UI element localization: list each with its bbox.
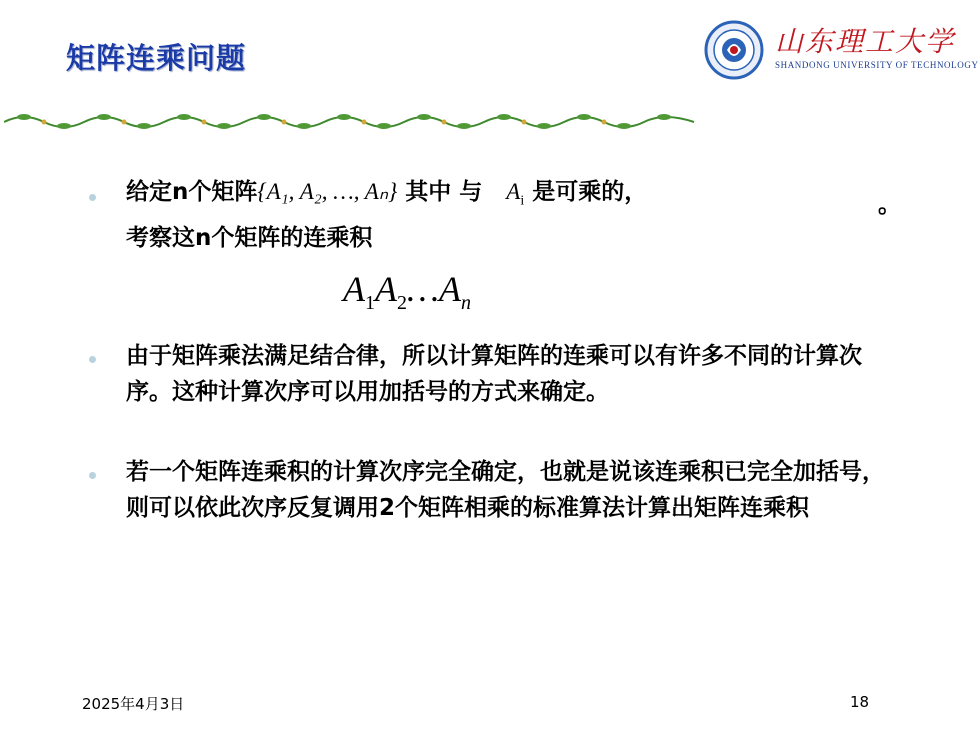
slide-title: 矩阵连乘问题 [66, 41, 247, 75]
university-logo [703, 20, 979, 80]
bullet-point [89, 194, 96, 201]
university-english-name: SHANDONG UNIVERSITY OF TECHNOLOGY [775, 60, 979, 70]
university-name: 山东理工大学 [775, 25, 956, 58]
page-number: 18 [850, 693, 870, 711]
paragraph-1-text-d: 是可乘的， [532, 179, 648, 205]
matrix-set-formula: {A₁, A₂, …, Aₙ} [257, 179, 398, 204]
matrix-a-i-formula: $A_i$ [506, 179, 525, 209]
paragraph-1-text-a: 给定n个矩阵 [126, 179, 258, 205]
paragraph-1-line-2: 考察这n个矩阵的连乘积 [126, 224, 373, 251]
trailing-period: 。 [878, 192, 901, 218]
bullet-point [89, 472, 96, 479]
paragraph-2: 由于矩阵乘法满足结合律，所以计算矩阵的连乘可以有许多不同的计算次序。这种计算次序可以用加括号的方式来确定。 [126, 343, 862, 405]
paragraph-1-text-c: 与 [459, 179, 483, 205]
paragraph-1 [126, 174, 906, 256]
paragraph-3: 若一个矩阵连乘积的计算次序完全确定，也就是说该连乘积已完全加括号，则可以依此次序反复调用2个矩阵相乘的标准算法计算出矩阵连乘积 [126, 459, 885, 521]
university-emblem-icon [703, 20, 765, 80]
footer-date: 2025年4月3日 [82, 695, 185, 713]
bullet-point [89, 356, 96, 363]
decorative-vine-divider [4, 108, 704, 132]
paragraph-1-text-b: 其中 [405, 179, 452, 205]
matrix-product-formula: $A_1A_2\dots A_n$ [343, 269, 471, 315]
